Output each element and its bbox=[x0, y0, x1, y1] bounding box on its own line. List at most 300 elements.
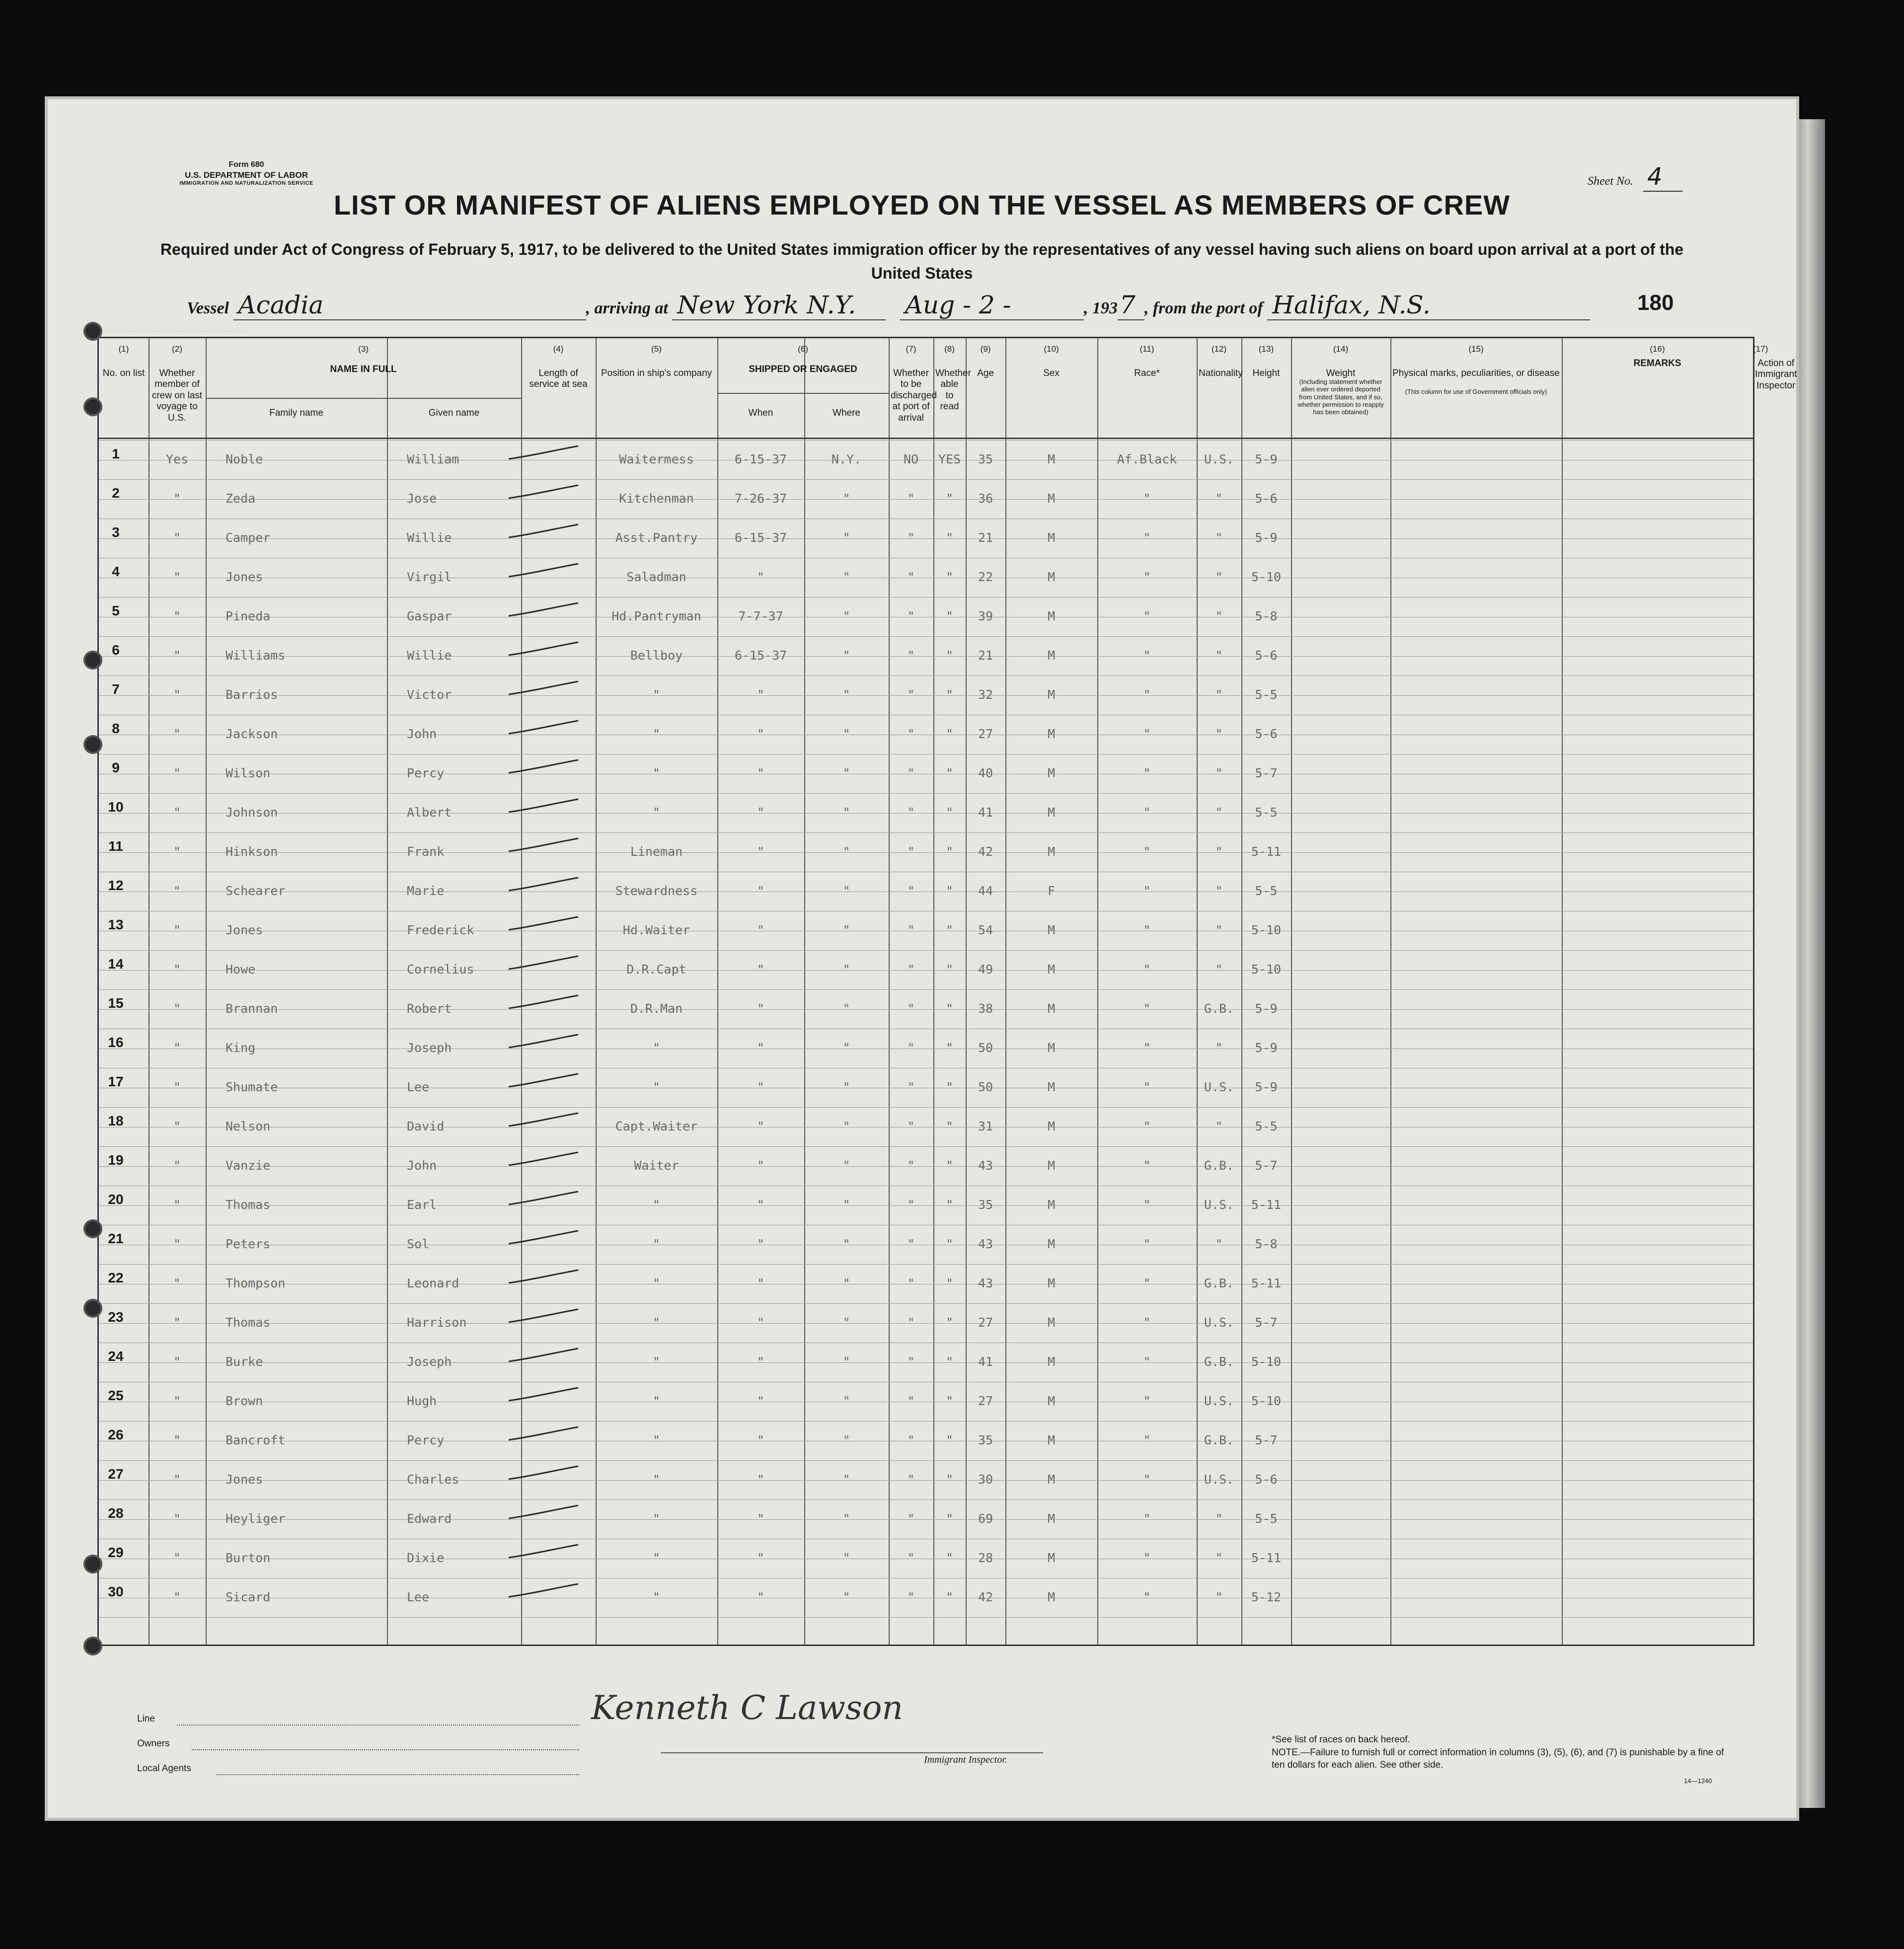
cell-crew: " bbox=[173, 1354, 181, 1369]
cell-nationality: " bbox=[1215, 805, 1223, 820]
cell-race: " bbox=[1143, 1315, 1151, 1330]
cell-position: " bbox=[652, 1041, 661, 1055]
cell-crew: " bbox=[173, 570, 181, 584]
cell-position: " bbox=[652, 1198, 661, 1212]
row-number: 14 bbox=[108, 956, 124, 972]
row-rule bbox=[99, 636, 1753, 637]
service-check-mark bbox=[506, 994, 581, 1009]
cell-position: D.R.Man bbox=[630, 1001, 683, 1016]
cell-given: Victor bbox=[407, 687, 452, 702]
from-port-label: , from the port of bbox=[1144, 299, 1263, 317]
service-check-mark bbox=[506, 1034, 581, 1049]
cell-age: 50 bbox=[978, 1080, 993, 1094]
cell-position: Kitchenman bbox=[619, 491, 694, 506]
cell-height: 5-5 bbox=[1255, 1511, 1278, 1526]
cell-read: " bbox=[945, 1315, 954, 1330]
row-number: 8 bbox=[112, 721, 120, 736]
cell-read: " bbox=[945, 1590, 954, 1604]
cell-age: 22 bbox=[978, 570, 993, 584]
cell-read: " bbox=[945, 609, 954, 623]
cell-nationality: " bbox=[1215, 923, 1223, 937]
cell-crew: " bbox=[173, 1080, 181, 1094]
cell-position: " bbox=[652, 1237, 661, 1251]
column-number: (6) bbox=[798, 344, 808, 354]
cell-given: Leonard bbox=[407, 1276, 459, 1290]
service-check-mark bbox=[506, 1308, 581, 1323]
cell-discharged: " bbox=[907, 570, 915, 584]
cell-crew: " bbox=[173, 923, 181, 937]
cell-read: " bbox=[945, 1041, 954, 1055]
cell-when: " bbox=[757, 570, 765, 584]
cell-family: Johnson bbox=[226, 805, 278, 820]
cell-when: " bbox=[757, 1590, 765, 1604]
row-rule bbox=[99, 1617, 1753, 1618]
row-number: 30 bbox=[108, 1584, 124, 1599]
cell-crew: " bbox=[173, 648, 181, 663]
cell-age: 43 bbox=[978, 1158, 993, 1173]
cell-family: Barrios bbox=[226, 687, 278, 702]
cell-where: " bbox=[842, 1511, 850, 1526]
cell-crew: " bbox=[173, 1551, 181, 1565]
cell-sex: M bbox=[1047, 570, 1056, 584]
inspector-note: (This column for use of Government officials only) bbox=[1405, 388, 1547, 395]
cell-where: " bbox=[842, 491, 850, 506]
cell-race: " bbox=[1143, 1511, 1151, 1526]
cell-nationality: U.S. bbox=[1204, 1394, 1234, 1408]
cell-height: 5-7 bbox=[1255, 1158, 1278, 1173]
cell-family: Williams bbox=[226, 648, 286, 663]
cell-height: 5-5 bbox=[1255, 687, 1278, 702]
cell-given: Edward bbox=[407, 1511, 452, 1526]
arrival-date: Aug - 2 - bbox=[900, 291, 1084, 320]
cell-when: 6-15-37 bbox=[734, 530, 787, 545]
race-note: *See list of races on back hereof. bbox=[1272, 1734, 1410, 1745]
cell-nationality: " bbox=[1215, 1511, 1223, 1526]
year-prefix: , 193 bbox=[1083, 299, 1118, 317]
cell-read: " bbox=[945, 491, 954, 506]
cell-family: Bancroft bbox=[226, 1433, 286, 1447]
cell-height: 5-6 bbox=[1255, 491, 1278, 506]
cell-age: 36 bbox=[978, 491, 993, 506]
cell-when: " bbox=[757, 1041, 765, 1055]
cell-age: 43 bbox=[978, 1276, 993, 1290]
cell-family: Thomas bbox=[226, 1315, 271, 1330]
form-identifier bbox=[152, 160, 341, 187]
cell-position: Waiter bbox=[634, 1158, 679, 1173]
cell-crew: " bbox=[173, 1433, 181, 1447]
cell-crew: " bbox=[173, 962, 181, 976]
column-header-no: No. on list bbox=[102, 368, 145, 378]
cell-given: Harrison bbox=[407, 1315, 467, 1330]
cell-nationality: " bbox=[1215, 491, 1223, 506]
cell-height: 5-12 bbox=[1251, 1590, 1282, 1604]
cell-position: " bbox=[652, 805, 661, 820]
cell-position: Saladman bbox=[626, 570, 686, 584]
column-header-name: NAME IN FULL bbox=[330, 364, 397, 375]
cell-race: Af.Black bbox=[1117, 452, 1177, 466]
cell-family: Burke bbox=[226, 1354, 263, 1369]
service-check-mark bbox=[506, 484, 581, 499]
cell-where: " bbox=[842, 766, 850, 780]
cell-nationality: " bbox=[1215, 844, 1223, 859]
cell-position: Asst.Pantry bbox=[615, 530, 698, 545]
cell-family: Vanzie bbox=[226, 1158, 271, 1173]
binder-hole bbox=[83, 322, 102, 341]
cell-when: " bbox=[757, 805, 765, 820]
cell-family: Camper bbox=[226, 530, 271, 545]
column-number: (16) bbox=[1650, 344, 1665, 354]
cell-discharged: " bbox=[907, 1551, 915, 1565]
cell-nationality: G.B. bbox=[1204, 1001, 1234, 1016]
column-header-inspector: Action of Immigrant Inspector bbox=[1755, 358, 1797, 391]
column-header-height: Height bbox=[1252, 368, 1280, 378]
cell-crew: " bbox=[173, 1237, 181, 1251]
row-number: 18 bbox=[108, 1113, 124, 1128]
cell-when: 6-15-37 bbox=[734, 452, 787, 466]
cell-discharged: " bbox=[907, 687, 915, 702]
cell-where: " bbox=[842, 844, 850, 859]
column-rule bbox=[1562, 338, 1563, 1645]
cell-when: " bbox=[757, 1551, 765, 1565]
cell-discharged: " bbox=[907, 1001, 915, 1016]
cell-where: " bbox=[842, 1001, 850, 1016]
cell-given: John bbox=[407, 1158, 437, 1173]
cell-sex: M bbox=[1047, 1237, 1056, 1251]
cell-discharged: " bbox=[907, 1276, 915, 1290]
cell-position: Bellboy bbox=[630, 648, 683, 663]
cell-where: " bbox=[842, 570, 850, 584]
cell-sex: M bbox=[1047, 1394, 1056, 1408]
cell-discharged: " bbox=[907, 1433, 915, 1447]
column-header-remarks: REMARKS bbox=[1633, 358, 1681, 369]
cell-position: " bbox=[652, 1276, 661, 1290]
cell-position: " bbox=[652, 766, 661, 780]
cell-crew: " bbox=[173, 805, 181, 820]
cell-when: " bbox=[757, 844, 765, 859]
cell-race: " bbox=[1143, 1198, 1151, 1212]
cell-sex: M bbox=[1047, 805, 1056, 820]
cell-read: " bbox=[945, 570, 954, 584]
cell-where: " bbox=[842, 1276, 850, 1290]
cell-nationality: G.B. bbox=[1204, 1158, 1234, 1173]
cell-nationality: " bbox=[1215, 1590, 1223, 1604]
cell-where: " bbox=[842, 687, 850, 702]
cell-position: " bbox=[652, 1511, 661, 1526]
cell-race: " bbox=[1143, 530, 1151, 545]
cell-discharged: " bbox=[907, 609, 915, 623]
cell-discharged: " bbox=[907, 491, 915, 506]
cell-position: " bbox=[652, 687, 661, 702]
cell-family: Burton bbox=[226, 1551, 271, 1565]
service-check-mark bbox=[506, 759, 581, 774]
local-agents-label: Local Agents bbox=[137, 1763, 191, 1774]
cell-where: " bbox=[842, 1119, 850, 1133]
cell-family: Shumate bbox=[226, 1080, 278, 1094]
cell-height: 5-5 bbox=[1255, 805, 1278, 820]
cell-age: 35 bbox=[978, 1433, 993, 1447]
cell-when: " bbox=[757, 1433, 765, 1447]
cell-discharged: " bbox=[907, 962, 915, 976]
column-number: (1) bbox=[118, 344, 129, 354]
cell-read: " bbox=[945, 530, 954, 545]
cell-height: 5-10 bbox=[1251, 570, 1282, 584]
cell-family: Hinkson bbox=[226, 844, 278, 859]
cell-position: D.R.Capt bbox=[626, 962, 686, 976]
cell-given: Joseph bbox=[407, 1354, 452, 1369]
column-number: (8) bbox=[944, 344, 955, 354]
cell-age: 27 bbox=[978, 1394, 993, 1408]
service-check-mark bbox=[506, 1112, 581, 1127]
service-check-mark bbox=[506, 1504, 581, 1519]
cell-given: Percy bbox=[407, 766, 445, 780]
service-check-mark bbox=[506, 563, 581, 578]
inspector-signature: Kenneth C Lawson bbox=[591, 1689, 903, 1727]
row-rule bbox=[99, 1107, 1753, 1108]
cell-discharged: " bbox=[907, 766, 915, 780]
column-number: (9) bbox=[980, 344, 991, 354]
service-check-mark bbox=[506, 798, 581, 813]
row-number: 19 bbox=[108, 1152, 124, 1168]
cell-when: " bbox=[757, 1158, 765, 1173]
cell-height: 5-9 bbox=[1255, 1080, 1278, 1094]
cell-given: Lee bbox=[407, 1080, 430, 1094]
row-rule bbox=[99, 950, 1753, 951]
subheader-rule bbox=[206, 398, 521, 399]
cell-discharged: " bbox=[907, 844, 915, 859]
service-check-mark bbox=[506, 1426, 581, 1441]
row-rule bbox=[99, 832, 1753, 833]
cell-age: 32 bbox=[978, 687, 993, 702]
cell-family: Pineda bbox=[226, 609, 271, 623]
cell-age: 43 bbox=[978, 1237, 993, 1251]
cell-race: " bbox=[1143, 1041, 1151, 1055]
cell-sex: M bbox=[1047, 452, 1056, 466]
cell-family: King bbox=[226, 1041, 256, 1055]
form-number: Form 680 bbox=[228, 160, 264, 169]
row-rule bbox=[99, 793, 1753, 794]
cell-sex: M bbox=[1047, 923, 1056, 937]
cell-position: " bbox=[652, 1590, 661, 1604]
cell-race: " bbox=[1143, 1551, 1151, 1565]
cell-crew: " bbox=[173, 1119, 181, 1133]
cell-family: Nelson bbox=[226, 1119, 271, 1133]
cell-sex: M bbox=[1047, 530, 1056, 545]
column-header-service: Length of service at sea bbox=[529, 368, 588, 390]
row-number: 11 bbox=[108, 838, 123, 854]
service-check-mark bbox=[506, 1269, 581, 1284]
cell-discharged: " bbox=[907, 1237, 915, 1251]
cell-race: " bbox=[1143, 687, 1151, 702]
subheader-family-name: Family name bbox=[269, 408, 323, 418]
column-number: (13) bbox=[1258, 344, 1274, 354]
cell-position: Lineman bbox=[630, 844, 683, 859]
row-rule bbox=[99, 675, 1753, 676]
cell-sex: M bbox=[1047, 1354, 1056, 1369]
cell-when: " bbox=[757, 1511, 765, 1526]
cell-discharged: " bbox=[907, 1119, 915, 1133]
service-check-mark bbox=[506, 1191, 581, 1205]
subheader-when: When bbox=[748, 408, 773, 418]
cell-age: 41 bbox=[978, 1354, 993, 1369]
cell-nationality: " bbox=[1215, 1237, 1223, 1251]
cell-when: " bbox=[757, 1354, 765, 1369]
cell-age: 39 bbox=[978, 609, 993, 623]
cell-height: 5-7 bbox=[1255, 766, 1278, 780]
cell-position: Stewardness bbox=[615, 884, 698, 898]
cell-when: " bbox=[757, 766, 765, 780]
cell-when: " bbox=[757, 1080, 765, 1094]
cell-when: " bbox=[757, 727, 765, 741]
cell-nationality: " bbox=[1215, 962, 1223, 976]
binder-hole bbox=[83, 1219, 102, 1238]
row-rule bbox=[99, 1264, 1753, 1265]
cell-age: 28 bbox=[978, 1551, 993, 1565]
cell-age: 42 bbox=[978, 1590, 993, 1604]
subheader-rule bbox=[717, 393, 889, 394]
vessel-line bbox=[187, 291, 1677, 320]
subheader-where: Where bbox=[833, 408, 860, 418]
manifest-sheet bbox=[48, 99, 1796, 1818]
footer-notes bbox=[1272, 1733, 1734, 1772]
sheet-number-value: 4 bbox=[1643, 163, 1682, 192]
cell-read: " bbox=[945, 923, 954, 937]
cell-height: 5-6 bbox=[1255, 648, 1278, 663]
department-name: U.S. DEPARTMENT OF LABOR bbox=[184, 170, 308, 180]
cell-where: " bbox=[842, 727, 850, 741]
cell-crew: " bbox=[173, 1276, 181, 1290]
row-rule bbox=[99, 440, 1753, 441]
cell-discharged: " bbox=[907, 1472, 915, 1487]
row-number: 6 bbox=[112, 642, 120, 658]
cell-read: " bbox=[945, 766, 954, 780]
cell-family: Jones bbox=[226, 1472, 263, 1487]
service-check-mark bbox=[506, 720, 581, 735]
column-header-read: Whether able to read bbox=[935, 368, 971, 412]
cell-age: 21 bbox=[978, 648, 993, 663]
vessel-name: Acadia bbox=[233, 291, 586, 320]
cell-race: " bbox=[1143, 1237, 1151, 1251]
column-number: (17) bbox=[1753, 344, 1768, 354]
cell-read: " bbox=[945, 805, 954, 820]
line-rule bbox=[177, 1724, 579, 1725]
cell-crew: " bbox=[173, 1315, 181, 1330]
cell-when: " bbox=[757, 962, 765, 976]
cell-age: 49 bbox=[978, 962, 993, 976]
cell-read: " bbox=[945, 1198, 954, 1212]
cell-position: " bbox=[652, 1433, 661, 1447]
row-number: 25 bbox=[108, 1388, 124, 1403]
cell-race: " bbox=[1143, 1119, 1151, 1133]
cell-read: " bbox=[945, 727, 954, 741]
service-check-mark bbox=[506, 1073, 581, 1088]
cell-height: 5-10 bbox=[1251, 1354, 1282, 1369]
service-check-mark bbox=[506, 1348, 581, 1362]
cell-sex: M bbox=[1047, 766, 1056, 780]
cell-sex: M bbox=[1047, 1041, 1056, 1055]
row-rule bbox=[99, 989, 1753, 990]
service-check-mark bbox=[506, 1583, 581, 1598]
cell-given: Joseph bbox=[407, 1041, 452, 1055]
cell-read: " bbox=[945, 1158, 954, 1173]
cell-nationality: " bbox=[1215, 766, 1223, 780]
row-number: 1 bbox=[112, 446, 120, 461]
row-rule bbox=[99, 1146, 1753, 1147]
cell-race: " bbox=[1143, 923, 1151, 937]
cell-read: " bbox=[945, 648, 954, 663]
row-number: 5 bbox=[112, 603, 120, 618]
cell-position: Hd.Waiter bbox=[622, 923, 690, 937]
cell-sex: M bbox=[1047, 1472, 1056, 1487]
cell-race: " bbox=[1143, 1001, 1151, 1016]
cell-nationality: " bbox=[1215, 570, 1223, 584]
cell-race: " bbox=[1143, 805, 1151, 820]
row-number: 26 bbox=[108, 1427, 124, 1442]
row-number: 3 bbox=[112, 525, 120, 540]
cell-given: Lee bbox=[407, 1590, 430, 1604]
year-suffix: 7 bbox=[1118, 291, 1144, 320]
departure-port: Halifax, N.S. bbox=[1267, 291, 1590, 320]
cell-age: 40 bbox=[978, 766, 993, 780]
cell-race: " bbox=[1143, 609, 1151, 623]
cell-crew: " bbox=[173, 1001, 181, 1016]
cell-age: 38 bbox=[978, 1001, 993, 1016]
cell-given: David bbox=[407, 1119, 445, 1133]
service-check-mark bbox=[506, 641, 581, 656]
header-rule bbox=[99, 438, 1753, 439]
cell-where: " bbox=[842, 1158, 850, 1173]
cell-where: " bbox=[842, 1198, 850, 1212]
vessel-label: Vessel bbox=[187, 299, 229, 317]
page-number: 180 bbox=[1637, 291, 1674, 315]
cell-height: 5-10 bbox=[1251, 1394, 1282, 1408]
cell-crew: " bbox=[173, 609, 181, 623]
cell-given: Charles bbox=[407, 1472, 459, 1487]
service-name: IMMIGRATION AND NATURALIZATION SERVICE bbox=[179, 180, 313, 187]
column-number: (14) bbox=[1333, 344, 1349, 354]
row-number: 22 bbox=[108, 1270, 124, 1285]
cell-when: 6-15-37 bbox=[734, 648, 787, 663]
row-number: 27 bbox=[108, 1466, 124, 1482]
cell-race: " bbox=[1143, 766, 1151, 780]
cell-where: " bbox=[842, 1472, 850, 1487]
cell-where: " bbox=[842, 648, 850, 663]
cell-nationality: " bbox=[1215, 687, 1223, 702]
cell-family: Wilson bbox=[226, 766, 271, 780]
cell-read: " bbox=[945, 1551, 954, 1565]
cell-when: " bbox=[757, 1276, 765, 1290]
cell-race: " bbox=[1143, 1354, 1151, 1369]
cell-position: " bbox=[652, 1354, 661, 1369]
service-check-mark bbox=[506, 877, 581, 892]
cell-position: " bbox=[652, 1394, 661, 1408]
cell-position: " bbox=[652, 1472, 661, 1487]
cell-read: " bbox=[945, 1119, 954, 1133]
cell-family: Howe bbox=[226, 962, 256, 976]
service-check-mark bbox=[506, 1465, 581, 1480]
cell-nationality: G.B. bbox=[1204, 1433, 1234, 1447]
cell-age: 35 bbox=[978, 1198, 993, 1212]
cell-nationality: " bbox=[1215, 530, 1223, 545]
cell-where: " bbox=[842, 1237, 850, 1251]
cell-nationality: " bbox=[1215, 609, 1223, 623]
cell-discharged: " bbox=[907, 1158, 915, 1173]
cell-when: " bbox=[757, 1315, 765, 1330]
cell-crew: " bbox=[173, 530, 181, 545]
cell-read: " bbox=[945, 1354, 954, 1369]
cell-height: 5-10 bbox=[1251, 962, 1282, 976]
cell-discharged: " bbox=[907, 1080, 915, 1094]
column-number: (2) bbox=[172, 344, 182, 354]
